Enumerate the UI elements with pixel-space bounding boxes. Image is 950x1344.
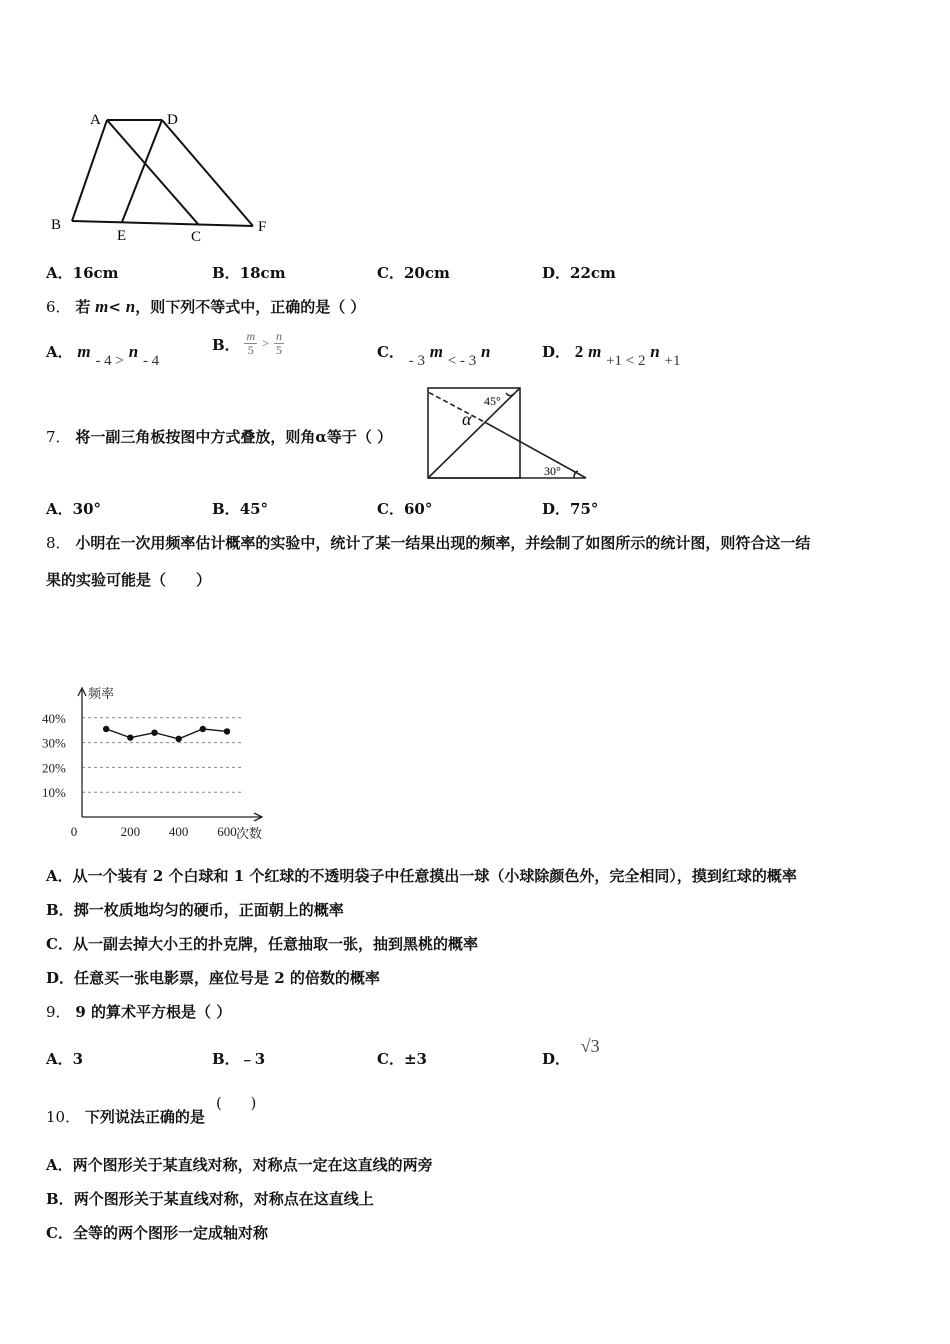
fraction-n-over-5: $\frac{n}{5}$: [276, 329, 283, 358]
angle-30-label: 30°: [544, 464, 561, 478]
label-B: B: [51, 217, 62, 233]
y-tick-label: 40%: [42, 710, 66, 726]
data-point: [200, 726, 206, 732]
q6-option-c[interactable]: C． - 3 m < - 3 n: [377, 342, 491, 369]
q8-option-c[interactable]: C．从一副去掉大小王的扑克牌，任意抽取一张，抽到黑桃的概率: [46, 935, 478, 953]
fraction-m-over-5: $\frac{m}{5}$: [246, 329, 256, 358]
data-point: [127, 734, 133, 740]
y-tick-label: 20%: [42, 760, 66, 776]
q8-option-a[interactable]: A．从一个装有 2 个白球和 1 个红球的不透明袋子中任意摸出一球（小球除颜色外，完全相同），摸到红球的概率: [46, 867, 797, 885]
frequency-line-chart: [40, 680, 280, 845]
q6-option-b[interactable]: B． $\frac{m}{5}$ > $\frac{n}{5}$: [212, 329, 283, 358]
q8-option-d[interactable]: D．任意买一张电影票，座位号是 2 的倍数的概率: [46, 969, 380, 987]
q6-option-d[interactable]: D． 2 m +1 < 2 n +1: [542, 342, 681, 369]
q6-option-a[interactable]: A． m - 4 > n - 4: [46, 342, 160, 369]
q7-stem: 7． 将一副三角板按图中方式叠放，则角α等于（ ）: [46, 428, 393, 446]
angle-45-label: 45°: [484, 394, 501, 408]
x-tick-label: 200: [120, 824, 141, 839]
q10-option-b[interactable]: B．两个图形关于某直线对称，对称点在这直线上: [46, 1190, 374, 1208]
q9-stem: 9． 9 的算术平方根是（ ）: [46, 1003, 232, 1021]
y-axis-title: 频率: [88, 686, 115, 701]
q8-option-b[interactable]: B．掷一枚质地均匀的硬币，正面朝上的概率: [46, 901, 344, 919]
data-point: [175, 736, 181, 742]
q10-option-a[interactable]: A．两个图形关于某直线对称，对称点一定在这直线的两旁: [46, 1156, 433, 1174]
label-F: F: [258, 219, 267, 235]
q7-number: 7．: [46, 428, 71, 446]
sqrt3-expression: √3: [580, 1036, 600, 1056]
alpha-label: α: [462, 409, 472, 429]
trapezoid-figure: [45, 105, 285, 245]
q9-option-b[interactable]: B．﹣3: [212, 1050, 266, 1068]
q7-option-d[interactable]: D．75°: [542, 500, 599, 518]
q6-stem: 6． 若 m< n，则下列不等式中，正确的是（ ）: [46, 297, 366, 316]
q7-option-a[interactable]: A．30°: [46, 500, 102, 518]
q9-option-d[interactable]: D． √3: [542, 1036, 600, 1068]
q9-number: 9．: [46, 1003, 71, 1021]
q9-option-a[interactable]: A．3: [46, 1050, 84, 1068]
x-axis-title: 次数: [236, 826, 263, 841]
q5-option-b[interactable]: B．18cm: [212, 264, 286, 282]
q5-option-d[interactable]: D．22cm: [542, 264, 616, 282]
q7-option-b[interactable]: B．45°: [212, 500, 269, 518]
y-tick-label: 10%: [42, 785, 66, 801]
x-tick-label: 400: [168, 824, 189, 839]
q10-option-c[interactable]: C．全等的两个图形一定成轴对称: [46, 1224, 268, 1242]
q10-paren: ( ): [216, 1094, 257, 1112]
q10-number: 10．: [46, 1108, 81, 1126]
q7-option-c[interactable]: C．60°: [377, 500, 433, 518]
data-point: [224, 728, 230, 734]
q8-stem-line1: 8． 小明在一次用频率估计概率的实验中，统计了某一结果出现的频率，并绘制了如图所示的统计图，则符合这一结: [46, 534, 811, 552]
series-line: [106, 729, 227, 739]
q10-stem: 10． 下列说法正确的是: [46, 1108, 205, 1126]
x-tick-label: 0: [70, 824, 78, 839]
label-D: D: [167, 112, 178, 128]
q8-stem-line2: 果的实验可能是（ ）: [46, 571, 212, 589]
label-C: C: [191, 229, 202, 245]
y-tick-label: 30%: [42, 735, 66, 751]
triangle-rulers-figure: [420, 380, 595, 485]
label-E: E: [117, 228, 127, 244]
label-A: A: [90, 112, 101, 128]
data-point: [103, 726, 109, 732]
q9-option-c[interactable]: C．±3: [377, 1050, 427, 1068]
q5-option-a[interactable]: A．16cm: [46, 264, 119, 282]
data-point: [151, 729, 157, 735]
q5-option-c[interactable]: C．20cm: [377, 264, 450, 282]
q6-number: 6．: [46, 298, 71, 316]
q8-number: 8．: [46, 534, 71, 552]
x-tick-label: 600: [217, 824, 237, 839]
